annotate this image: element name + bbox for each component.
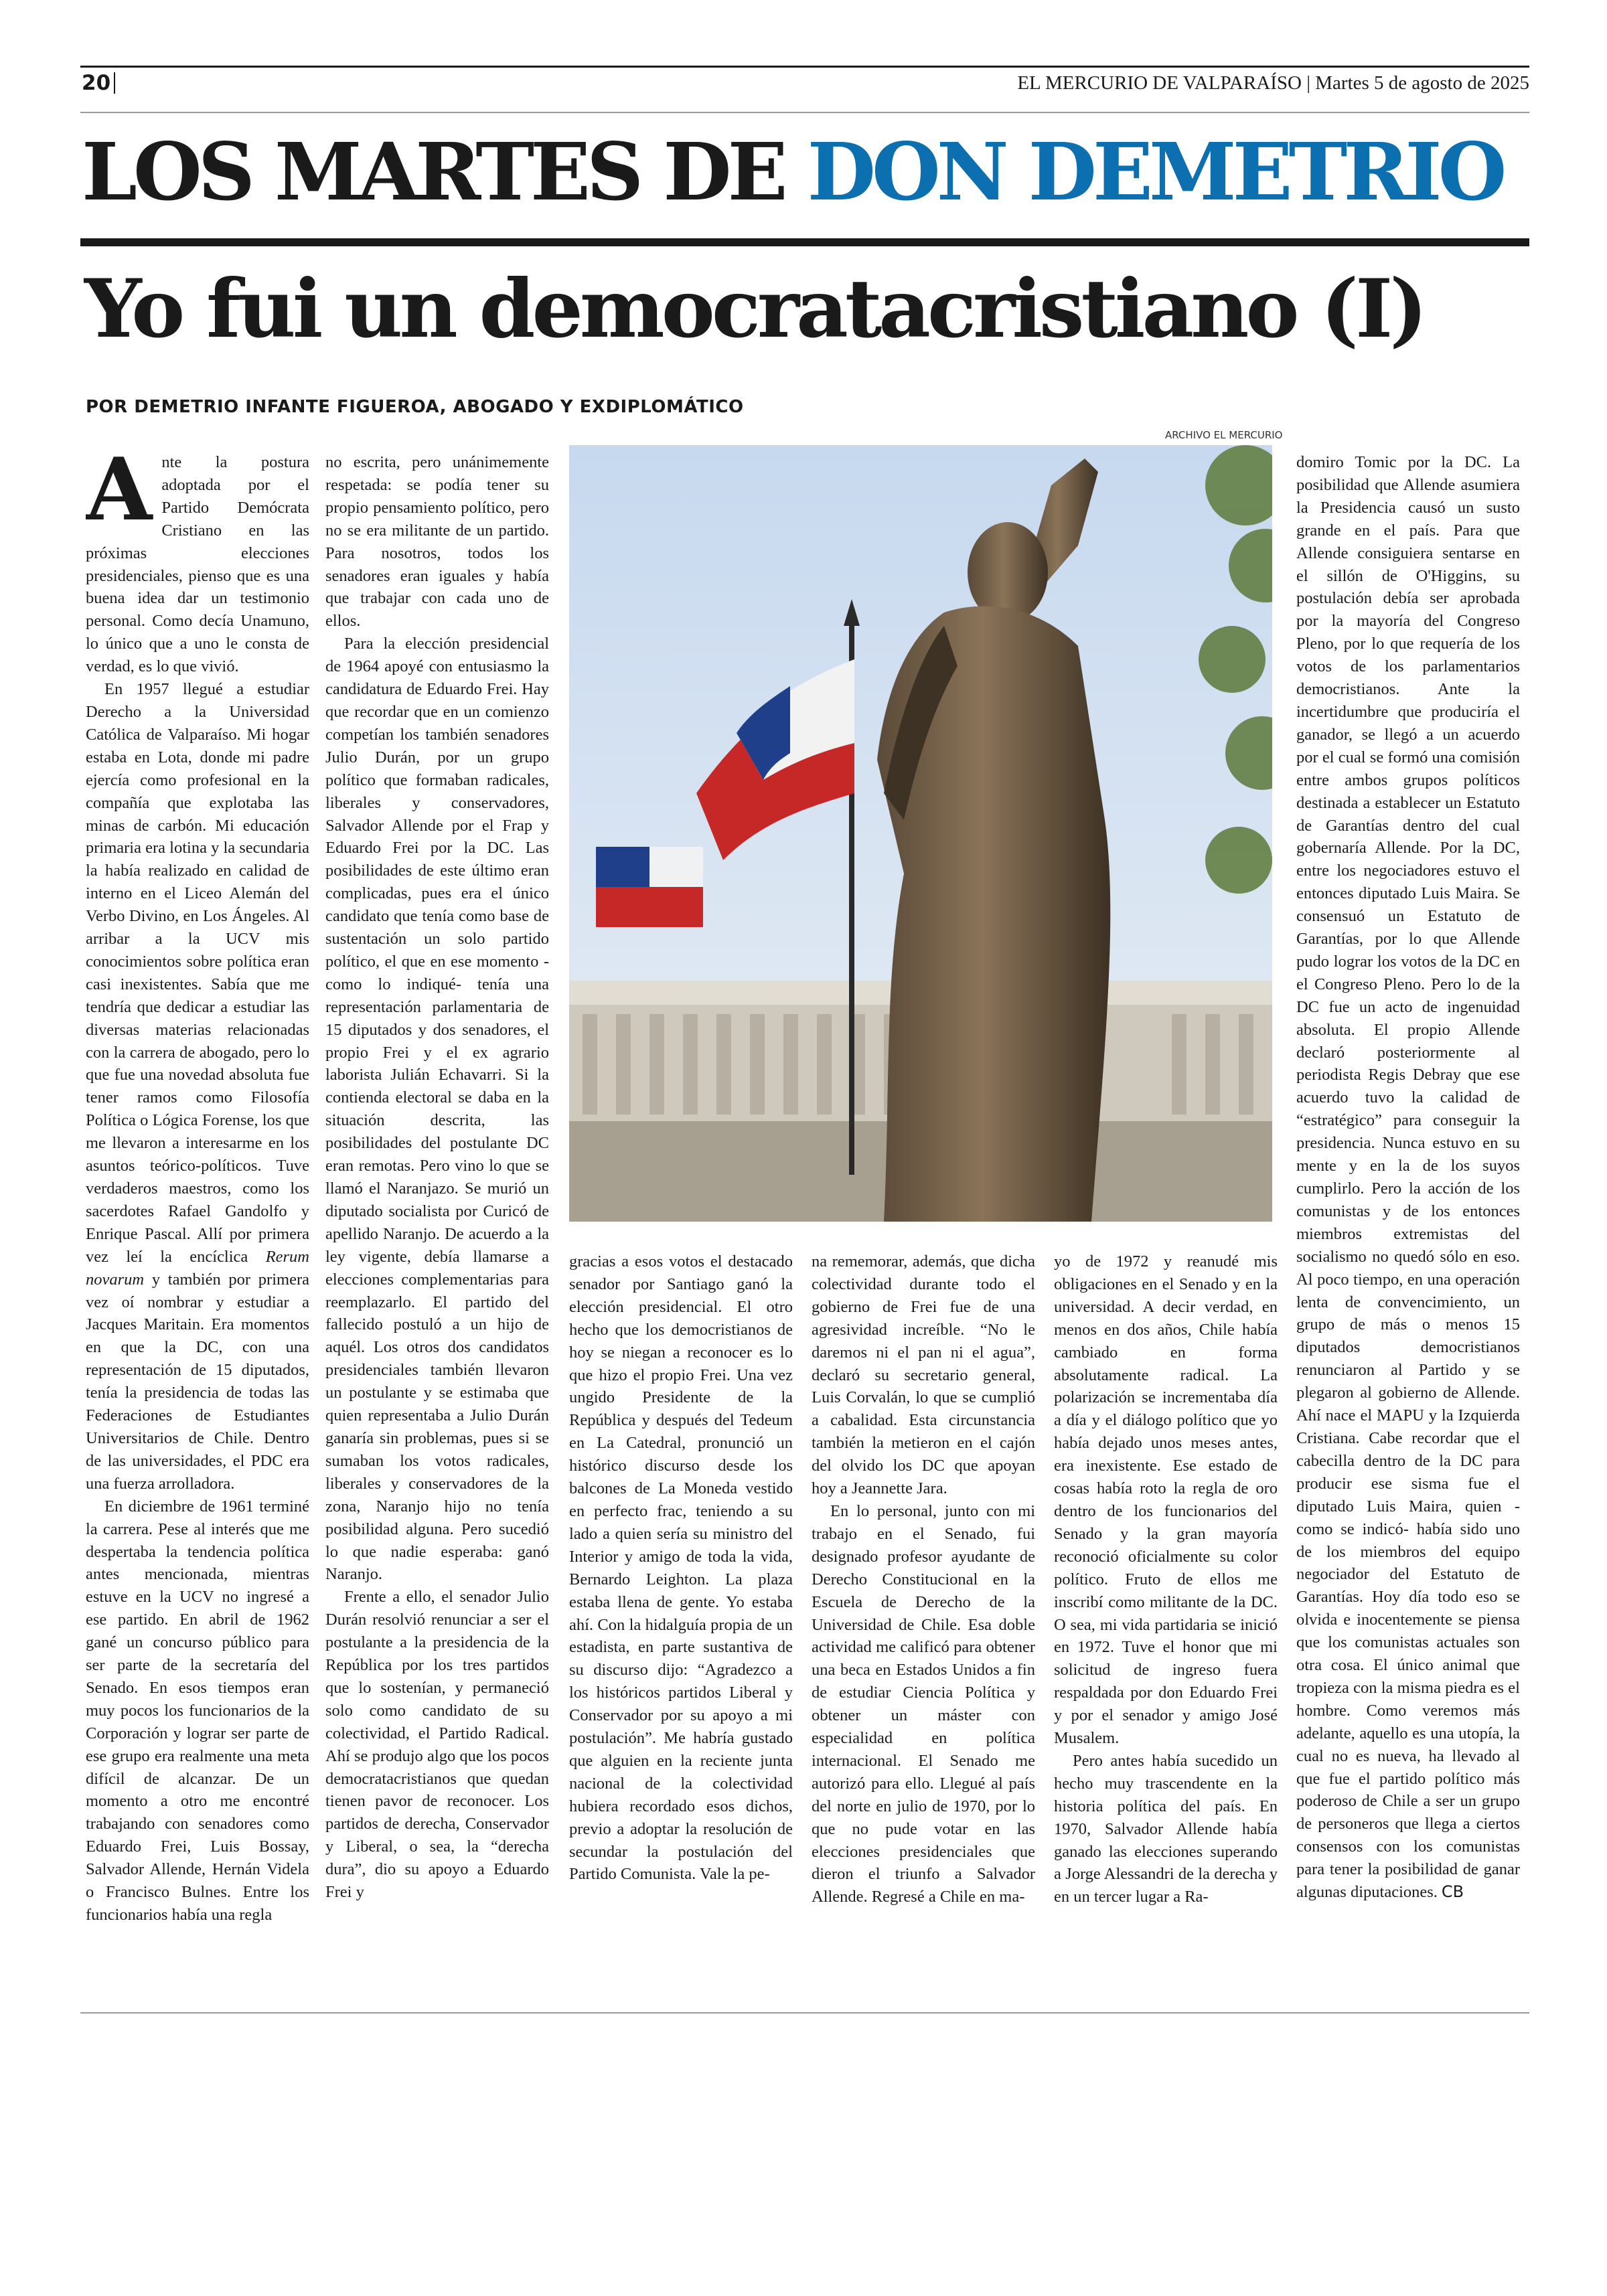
paragraph: domiro Tomic por la DC. La posibilidad que Allende asumiera la Presidencia causó un susto grande en el país. Para que Allende consiguiera sentarse en el sillón de O'Higgins, su postulación debía ser aprobada por la mayoría del Congreso Pleno, por lo que requería de los votos de los parlamentarios democristianos. Ante la incertidumbre que produciría el ganador, se llegó a un acuerdo por el cual se formó una comisión entre ambos grupos políticos destinada a establecer un Estatuto de Garantías dentro del cual gobernaría Allende. Por la DC, entre los negociadores estuvo el entonces diputado Luis Maira. Se consensuó un Estatuto de Garantías, por lo que Allende pudo lograr los votos de la DC en el Congreso Pleno. Pero lo de la DC fue un acto de ingenuidad absoluta. El propio Allende declaró posteriormente al periodista Regis Debray que ese acuerdo tuvo la calidad de “estratégico” para conseguir la presidencia. Nunca estuvo en su mente y en la de los suyos cumplirlo. Pero la acción de los comunistas y de los entonces miembros extremistas del socialismo no quedó sólo en eso. Al poco tiempo, en una operación lenta de convencimiento, un grupo de más o menos 15 diputados democristianos renunciaron al Partido y se plegaron al gobierno de Allende. Ahí nace el MAPU y la Izquierda Cristiana. Cabe recordar que el cabecilla dentro de la DC para producir ese sisma fue el diputado Luis Maira, quien -como se indicó- había sido uno de los miembros del equipo negociador del Estatuto de Garantías. Hoy día todo eso se olvida e inocentemente se piensa que los comunistas actuales son otra cosa. El único animal que tropieza con la misma piedra es el hombre. Como veremos más adelante, aquello es una utopía, la cual no es nueva, ha llevado al que fue el partido político más poderoso de Chile a ser un grupo de personeros que llega a ciertos consensos con los comunistas para tener la posibilidad de ganar algunas diputaciones. CB [1296, 453, 1520, 1902]
header-rule-top [80, 66, 1529, 68]
paragraph: na rememorar, además, que dicha colectividad durante todo el gobierno de Frei fue de una agresividad increíble. “No le daremos ni el pan ni el agua”, declaró su secretario general, Luis Corvalán, lo que se cumplió a cabalidad. Esta circunstancia también la metieron en el cajón del olvido los DC que apoyan hoy a Jeannette Jara. [812, 1252, 1035, 1498]
footer-rule [80, 2012, 1529, 2014]
section-rule [80, 238, 1529, 246]
statue-photo-illustration [569, 445, 1272, 1222]
section-title-part1: LOS MARTES DE [82, 125, 784, 218]
paragraph: En 1957 llegué a estudiar Derecho a la Universidad Católica de Valparaíso. Mi hogar estaba en Lota, donde mi padre ejercía como profesional en la compañía que explotaba las minas de carbón. Mi educación primaria era lotina y la secundaria la había realizado en calidad de interno en el Liceo Alemán del Verbo Divino, en Los Ángeles. Al arribar a la UCV mis conocimientos sobre política eran casi inexistentes. Sabía que me tendría que dedicar a estudiar las diversas materias relacionadas con la carrera de abogado, pero lo que fue una novedad absoluta fue tener ramos como Filosofía Política o Lógica Forense, los que me llevaron a interesarme en los asuntos teórico-políticos. Tuve verdaderos maestros, como los sacerdotes Rafael Gandolfo y Enrique Pascal. Allí por primera vez leí la encíclica Rerum novarum y también por primera vez oí nombrar y estudiar a Jacques Maritain. Era momentos en que la DC, con una representación de 15 diputados, tenía la presidencia de todas las Federaciones de Estudiantes Universitarios de Chile. Dentro de las universidades, el PDC era una fuerza arrolladora. [86, 680, 309, 1493]
end-mark: CB [1441, 1882, 1464, 1902]
distant-flag [596, 847, 703, 927]
paragraph: yo de 1972 y reanudé mis obligaciones en el Senado y en la universidad. A decir verdad, en menos en dos años, Chile había cambiado en forma absolutamente radical. La polarización se incrementaba día a día y el diálogo político que yo había dejado unos meses antes, era inexistente. Ese estado de cosas había roto la regla de oro dentro de los funcionarios del Senado y la gran mayoría reconoció oficialmente su color político. Fruto de ellos me inscribí como militante de la DC. O sea, mi vida partidaria se inició en 1972. Tuve el honor que mi solicitud de ingreso fuera respaldada por don Eduardo Frei y por el senador y amigo José Musalem. [1054, 1252, 1278, 1748]
article-column-4 [812, 1250, 1035, 1920]
paragraph: Para la elección presidencial de 1964 apoyé con entusiasmo la candidatura de Eduardo Frei. Hay que recordar que en un comienzo competían los también senadores Julio Durán, por un grupo político que formaban radicales, liberales y conservadores, Salvador Allende por el Frap y Eduardo Frei por la DC. Las posibilidades de este último eran complicadas, pues era el único candidato que tenía como base de sustentación un solo partido político, el que en ese momento -como lo indiqué- tenía una representación parlamentaria de 15 diputados y dos senadores, el propio Frei y el ex agrario laborista Julián Echavarri. Si la contienda electoral se daba en la situación descrita, las posibilidades del postulante DC eran remotas. Pero vino lo que se llamó el Naranjazo. Se murió un diputado socialista por Curicó de apellido Naranjo. De acuerdo a la ley vigente, debía llamarse a elecciones complementarias para reemplazarlo. El partido del fallecido postuló a un hijo de aquél. Los otros dos candidatos presidenciales también llevaron un postulante y se estimaba que quien representaba a Julio Durán ganaría sin problemas, pues si se sumaban los votos radicales, liberales y conservadores de la zona, Naranjo hijo no tenía posibilidad alguna. Pero sucedió lo que nadie esperaba: ganó Naranjo. [325, 635, 549, 1584]
paragraph: Frente a ello, el senador Julio Durán resolvió renunciar a ser el postulante a la presidencia de la República por los tres partidos que lo sostenían, y permaneció solo como candidato de su colectividad, el Partido Radical. Ahí se produjo algo que los pocos democratacristianos que quedan tienen pavor de reconocer. Los partidos de derecha, Conservador y Liberal, o sea, la “derecha dura”, dio su apoyo a Eduardo Frei y [325, 1588, 549, 1902]
paragraph: no escrita, pero unánimemente respetada: se podía tener su propio pensamiento político, pero no se era militante de un partido. Para nosotros, todos los senadores eran iguales y había que trabajar con cada uno de ellos. [325, 453, 549, 631]
byline: POR DEMETRIO INFANTE FIGUEROA, ABOGADO Y EXDIPLOMÁTICO [86, 397, 744, 417]
article-photo [569, 445, 1272, 1222]
paragraph: Pero antes había sucedido un hecho muy trascendente en la historia política del país. En 1970, Salvador Allende había ganado las elecciones superando a Jorge Alessandri de la derecha y en un tercer lugar a Ra- [1054, 1751, 1278, 1906]
paragraph: gracias a esos votos el destacado senador por Santiago ganó la elección presidencial. El otro hecho que los democristianos de hoy se niegan a reconocer es lo que hizo el propio Frei. Una vez ungido Presidente de la República y después del Tedeum en La Catedral, pronunció un histórico discurso desde los balcones de La Moneda vestido en perfecto frac, teniendo a su lado a quien sería su ministro del Interior y amigo de toda la vida, Bernardo Leighton. La plaza estaba llena de gente. Yo estaba ahí. Con la hidalguía propia de un estadista, en parte sustantiva de su discurso dijo: “Agradezco a los históricos partidos Liberal y Conservador por su apoyo a mi postulación”. Me habría gustado que alguien en la reciente junta nacional de la colectividad hubiera recordado esos dichos, previo a adoptar la resolución de secundar la postulación del Partido Comunista. Vale la pe- [569, 1252, 793, 1884]
article-column-6 [1296, 451, 1520, 1924]
headline: Yo fui un democratacristiano (I) [84, 262, 1424, 356]
section-title-part2: DON DEMETRIO [807, 125, 1503, 218]
section-title [82, 122, 1503, 222]
publication-name: EL MERCURIO DE VALPARAÍSO [1017, 72, 1302, 94]
paragraph: Ante la postura adoptada por el Partido Demócrata Cristiano en las próximas elecciones presidenciales, pienso que es una buena idea dar un testimonio personal. Como decía Unamuno, lo único que a uno le consta de verdad, es lo que vivió. [86, 451, 309, 676]
article-column-2 [325, 451, 549, 1924]
paragraph: En diciembre de 1961 terminé la carrera. Pese al interés que me despertaba la tendencia política antes mencionada, mientras estuve en la UCV no ingresé a ese partido. En abril de 1962 gané un concurso público para ser parte de la secretaría del Senado. En esos tiempos eran muy pocos los funcionarios de la Corporación y lograr ser parte de ese grupo era realmente una meta difícil de alcanzar. De un momento a otro me encontré trabajando con senadores como Eduardo Frei, Luis Bossay, Salvador Allende, Hernán Videla o Francisco Bulnes. Entre los funcionarios había una regla [86, 1497, 309, 1924]
article-column-5 [1054, 1250, 1278, 1920]
paragraph: En lo personal, junto con mi trabajo en el Senado, fui designado profesor ayudante de Derecho Constitucional en la Escuela de Derecho de la Universidad de Chile. Esa doble actividad me calificó para obtener una beca en Estados Unidos a fin de estudiar Ciencia Política y obtener un máster con especialidad en política internacional. El Senado me autorizó para ello. Llegué al país del norte en julio de 1970, por lo que no pude votar en las elecciones presidenciales que dieron el triunfo a Salvador Allende. Regresé a Chile en ma- [812, 1501, 1035, 1906]
drop-cap: A [86, 451, 153, 540]
header-rule-bottom [80, 112, 1529, 113]
article-column-1 [86, 451, 309, 1924]
header-meta: EL MERCURIO DE VALPARAÍSO | Martes 5 de agosto de 2025 [1017, 72, 1529, 94]
photo-credit: ARCHIVO EL MERCURIO [1165, 429, 1283, 441]
article-column-3 [569, 1250, 793, 1920]
page-number-separator [114, 72, 115, 94]
publication-date: Martes 5 de agosto de 2025 [1315, 72, 1529, 94]
page-number: 20 [82, 71, 111, 95]
